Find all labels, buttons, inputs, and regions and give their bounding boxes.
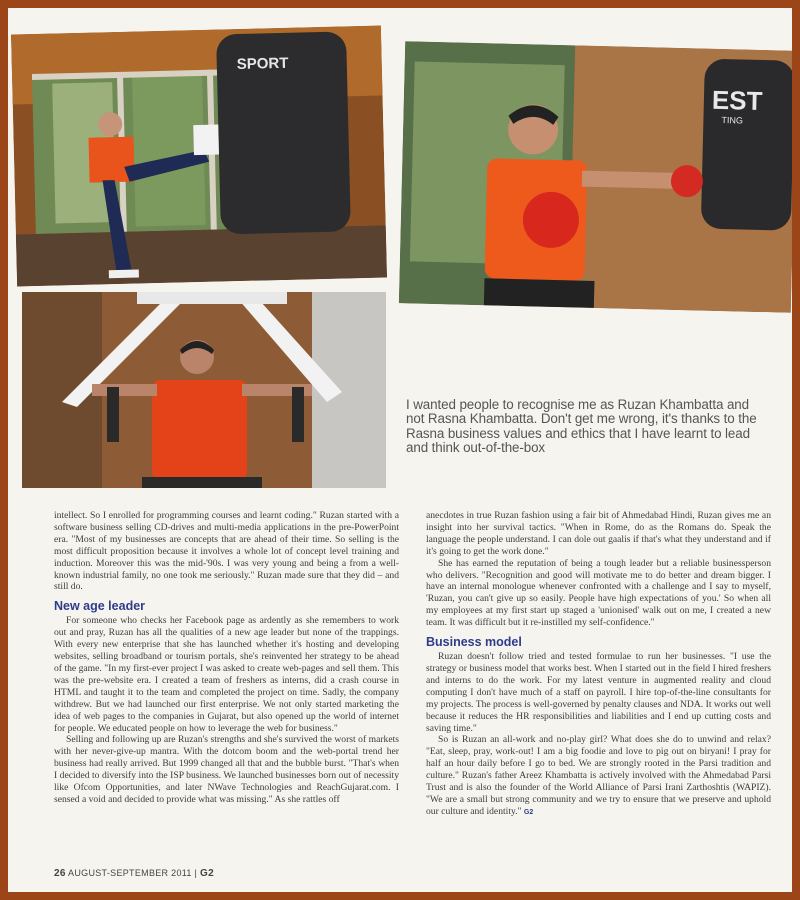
section-heading: Business model	[426, 635, 522, 650]
paragraph: intellect. So I enrolled for programming courses and learnt coding." Ruzan started with a software business selling CD-drives and multi-media applications in the pre-PowerPoint era. "Most of my businesses are concepts that are ahead of their time. So selling is the most difficult proposition because it involves a whole lot of concept level training and induction. Moreover this was the mid-'90s. I was very young and being a from a well-known industrial family, no one took me seriously." Ruzan made sure that they did – and still do.	[54, 510, 399, 593]
bag-label: SPORT	[236, 54, 289, 74]
folio	[54, 868, 214, 879]
paragraph: anecdotes in true Ruzan fashion using a fair bit of Ahmedabad Hindi, Ruzan gives me an insight into her survival tactics. "When in Rome, do as the Romans do. Speak the language the people understand. I can dole out gaalis if that's what they understand and if it's going to get the work done."	[426, 510, 771, 557]
paragraph: Selling and following up are Ruzan's strengths and she's survived the worst of markets with her never-give-up mantra. With the dotcom boom and the web-portal trend her business had really arrived. But 1999 changed all that and the bubble burst. "That's when I decided to diversify into the ISP business. We launched businesses born out of necessity like Ofcom Opportunities, and later NWave Technologies and ReachGujarat.com. I sensed a void and decided to provide what was missing." As she rattles off	[54, 734, 399, 805]
magazine-page	[8, 8, 792, 892]
photo-machine	[22, 292, 386, 488]
paragraph: For someone who checks her Facebook page as ardently as she remembers to work out and pray, Ruzan has all the qualities of a new age leader but none of the trappings. With every new enterprise that she has launched whether it's hosting and developing websites, selling broadband or tourism portals, she's reinvented her strategy to be ahead of the game. "In my first-ever project I was asked to create web-pages and sell them. This was the pre-website era. I created a team of freshers as interns, did a crash course in HTML and taught it to the team and completed the project on time. Sadly, the company withdrew. But we had launched our first enterprise. We not only started marketing the idea of web pages to the companies in Gujarat, but also opened up the world of internet for people. We educated people on how to leverage the web for business."	[54, 615, 399, 734]
paragraph-text: So is Ruzan an all-work and no-play girl? What does she do to unwind and relax? "Eat, sleep, pray, work-out! I am a big foodie and love to pig out on biryani! I pray for half an hour daily before I go to bed. We are strongly rooted in the Parsi tradition and culture." Ruzan's father Areez Khambatta is actively involved with the Ahmedabad Parsi Trust and is also the founder of the World Alliance of Parsi Irani Zarthoshtis (WAPIZ). "We are a small but strong community and we try to ensure that we preserve and uphold our culture and identity."	[426, 734, 771, 817]
paragraph: She has earned the reputation of being a tough leader but a reliable businessperson who delivers. "Recognition and good will motivate me to do better and dream bigger. I have an internal monologue whenever confronted with a challenge and I say to myself, 'Ruzan, you can't give up so easily. People have high expectations of you.' So when all my employees at my first start up staged a 'unionised' walk out on me, I created a new team. It was difficult but it re-instilled my self-confidence."	[426, 557, 771, 629]
left-column	[54, 510, 399, 806]
end-mark: G2	[523, 808, 534, 816]
photo-kick	[11, 26, 387, 287]
magazine-name: G2	[199, 868, 214, 879]
issue-date: AUGUST-SEPTEMBER 2011	[68, 868, 192, 878]
page-number: 26	[54, 868, 66, 879]
bag-label: EST	[711, 84, 763, 116]
paragraph: Ruzan doesn't follow tried and tested formulae to run her businesses. "I use the strategy or business model that works best. When I started out in the field I hired freshers and interns to do the work. For my latest venture in augmented reality and cloud computing I don't have much of a staff on payroll. I hire top-of-the-line consultants for my projects. The process is well-governed by penalty clauses and NDA. It works out well because it reduces the HR responsibilities and liabilities and I end up cutting costs and saving time."	[426, 651, 771, 734]
section-heading: New age leader	[54, 599, 146, 614]
paragraph	[426, 734, 771, 818]
folio-separator: |	[194, 868, 198, 878]
pull-quote: I wanted people to recognise me as Ruzan Khambatta and not Rasna Khambatta. Don't get me wrong, it's thanks to the Rasna business values and ethics that I have learnt to lead and think out-of-the-box	[406, 397, 757, 456]
bag-sublabel: TING	[721, 115, 744, 126]
photo-punch	[399, 41, 792, 312]
right-column	[426, 510, 771, 819]
